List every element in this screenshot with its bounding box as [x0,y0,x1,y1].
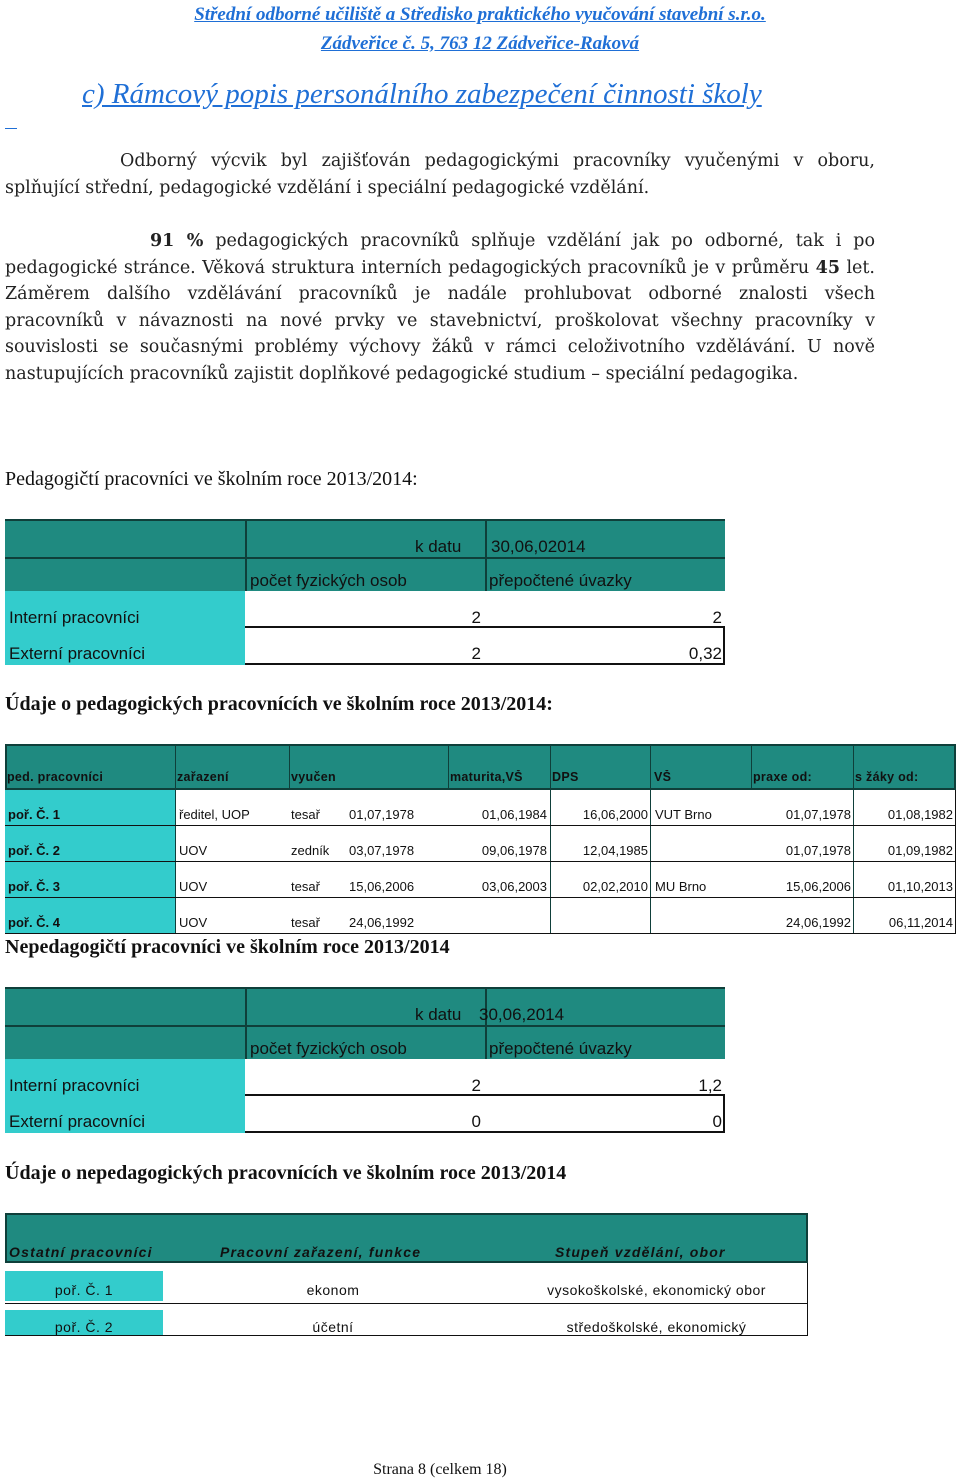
nonped-row-education: vysokoškolské, ekonomický obor [547,1282,766,1298]
ped-col-fte: přepočtené úvazky [489,571,632,590]
ped-row-persons: 2 [471,644,481,663]
ped-row-role: ředitel, UOP [179,807,250,822]
ped-row-zaky: 06,11,2014 [888,915,953,930]
nonped-row-label: Externí pracovníci [9,1112,146,1131]
nonped-col-fte: přepočtené úvazky [489,1039,632,1058]
ped-row-zaky: 01,09,1982 [887,843,953,858]
nonped-row-number: poř. Č. 1 [54,1282,114,1298]
ped-row-zaky: 01,08,1982 [887,807,953,822]
paragraph-2-text-b: let. Záměrem dalšího vzdělávání pracovníků je nadále prohlubovat odborné znalosti všech pracovníků v návaznosti na nové prvky ve stavebnictví, proškolovat všechny pracovníky v souvislosti se současnými problémy výchovy žáků v rámci celoživotního vzdělávání. U nově nastupujících pracovníků zajistit doplňkové pedagogické studium – speciální pedagogika. [5,257,875,384]
paragraph-1-text: Odborný výcvik byl zajišťován pedagogickými pracovníky vyučenými v oboru, splňující střední, pedagogické vzdělání i speciální pedagogické vzdělání. [5,151,875,198]
ped-row-dps: 12,04,1985 [582,843,648,858]
nonped-summary-table [5,987,725,1133]
ped-row-number: poř. Č. 2 [8,843,61,858]
ped-row-praxe: 01,07,1978 [785,843,851,858]
ped-row-role: UOV [179,843,208,858]
ped-row-label: Externí pracovníci [9,644,146,663]
school-address: Zádveřice č. 5, 763 12 Zádveřice-Raková [320,33,640,54]
ped-date-value: 30,06,02014 [491,537,586,556]
ped-summary-table [5,519,725,665]
ped-row-number: poř. Č. 4 [8,915,61,930]
nonped-header-cell: Ostatní pracovníci [9,1244,153,1260]
ped-row-praxe: 15,06,2006 [785,879,851,894]
ped-header-cell: ped. pracovníci [7,770,104,784]
nonped-row-role: ekonom [306,1282,360,1298]
average-age: 45 [815,257,840,278]
ped-row-trade-date: 24,06,1992 [349,915,415,930]
nonped-row-fte: 0 [712,1112,722,1131]
ped-row-fte: 2 [712,608,722,627]
ped-row-label: Interní pracovníci [9,608,140,627]
ped-row-dps: 02,02,2010 [582,879,648,894]
ped-row-matura: 03,06,2003 [481,879,547,894]
ped-row-trade: tesař [291,807,320,822]
ped-row-vs: VUT Brno [655,807,712,822]
ped-row-number: poř. Č. 1 [8,807,61,822]
ped-row-vs: MU Brno [655,879,707,894]
ped-details-table [5,744,956,934]
nonped-summary-heading: Nepedagogičtí pracovníci ve školním roce 2013/2014 [5,936,450,958]
ped-row-persons: 2 [471,608,481,627]
ped-row-trade-date: 03,07,1978 [349,843,415,858]
paragraph-staff-qualification [5,148,875,201]
ped-details-heading: Údaje o pedagogických pracovnících ve školním roce 2013/2014: [5,693,553,715]
school-name: Střední odborné učiliště a Středisko praktického vyučování stavební s.r.o. [194,4,766,25]
ped-row-praxe: 24,06,1992 [785,915,851,930]
ped-row-dps: 16,06,2000 [582,807,648,822]
nonped-row-fte: 1,2 [698,1076,722,1095]
ped-row-role: UOV [179,879,208,894]
ped-row-role: UOV [179,915,208,930]
underline-mark [5,128,17,129]
percent-value: 91 % [150,231,204,251]
ped-row-fte: 0,32 [688,644,722,663]
ped-header-cell: s žáky od: [855,770,919,784]
nonped-row-education: středoškolské, ekonomický [566,1319,747,1335]
section-title: c) Rámcový popis personálního zabezpečení činnosti školy [82,78,762,110]
ped-header-cell: VŠ [654,770,672,784]
nonped-row-label: Interní pracovníci [9,1076,140,1095]
nonped-details-table [5,1213,808,1336]
ped-col-persons: počet fyzických osob [250,571,407,590]
page-number: Strana 8 (celkem 18) [373,1461,507,1478]
ped-row-trade: tesař [291,879,320,894]
ped-header-cell: maturita,VŠ [450,770,523,784]
nonped-date-label: k datu [415,1005,462,1024]
ped-row-trade: tesař [291,915,320,930]
ped-row-trade-date: 15,06,2006 [349,879,415,894]
nonped-row-role: účetní [312,1319,354,1335]
ped-date-label: k datu [415,537,462,556]
nonped-col-persons: počet fyzických osob [250,1039,407,1058]
ped-header-cell: vyučen [291,770,336,784]
nonped-header-cell: Pracovní zařazení, funkce [220,1244,422,1260]
nonped-row-persons: 2 [471,1076,481,1095]
nonped-header-cell: Stupeň vzdělání, obor [555,1244,726,1260]
nonped-details-heading: Údaje o nepedagogických pracovnících ve školním roce 2013/2014 [5,1162,567,1184]
nonped-row-persons: 0 [471,1112,481,1131]
ped-summary-heading: Pedagogičtí pracovníci ve školním roce 2013/2014: [5,468,418,490]
ped-header-cell: zařazení [177,770,229,784]
nonped-row-number: poř. Č. 2 [54,1319,114,1335]
ped-header-cell: DPS [552,770,579,784]
ped-header-cell: praxe od: [753,770,812,784]
ped-row-zaky: 01,10,2013 [887,879,953,894]
ped-row-trade-date: 01,07,1978 [349,807,415,822]
paragraph-education-plan [5,228,875,387]
ped-row-trade: zedník [291,843,330,858]
ped-row-number: poř. Č. 3 [8,879,61,894]
paragraph-2-text-a: pedagogických pracovníků splňuje vzdělání jak po odborné, tak i po pedagogické stránce. Věková struktura interních pedagogických pracovníků je v průměru [5,231,875,278]
nonped-date-value: 30,06,2014 [479,1005,565,1024]
ped-row-matura: 01,06,1984 [481,807,547,822]
ped-row-matura: 09,06,1978 [481,843,547,858]
ped-row-praxe: 01,07,1978 [785,807,851,822]
